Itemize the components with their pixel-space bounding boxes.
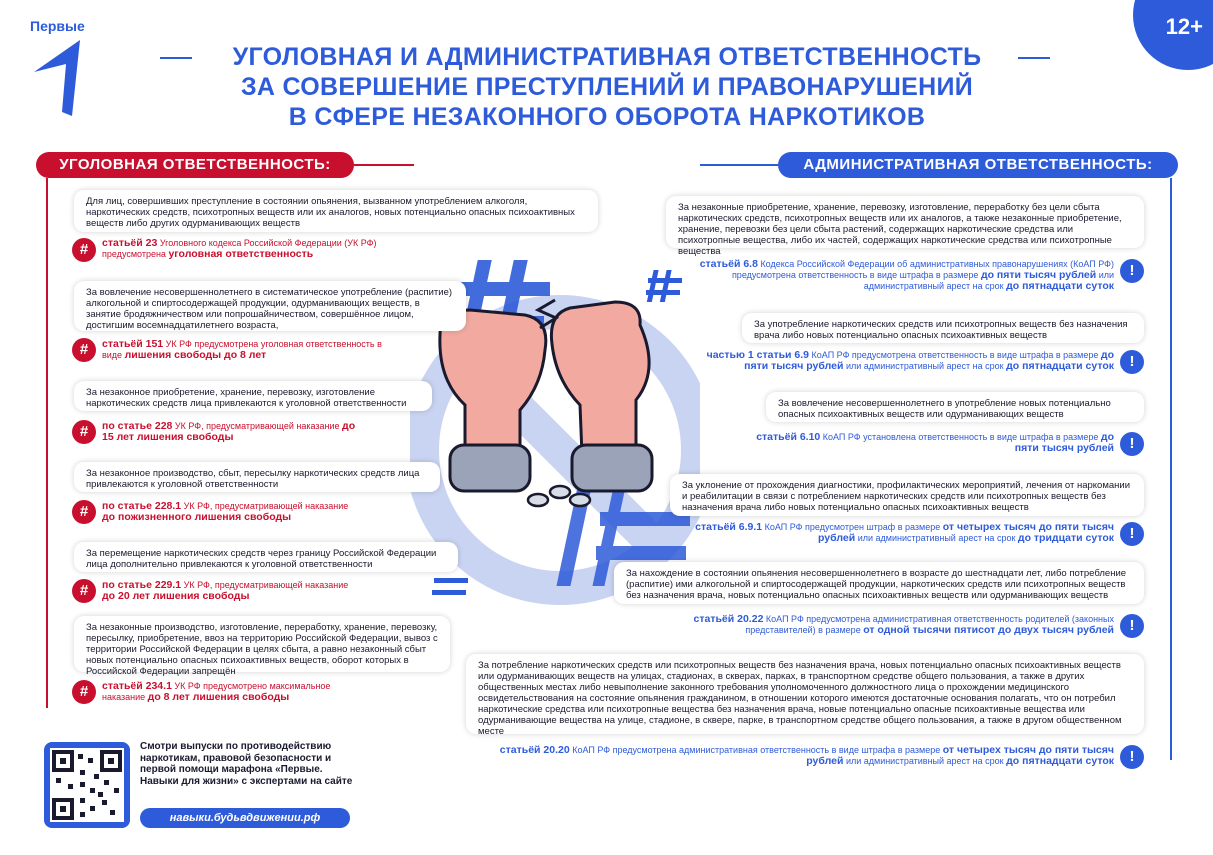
brand-logo-icon xyxy=(32,38,82,118)
promo-text: Смотри выпуски по противодействию наркотикам, правовой безопасности и первой помощи марафона «Первые. Навыки для жизни» с экспертами на сайте xyxy=(140,741,353,787)
admin-badge-1: ! xyxy=(1120,259,1144,283)
criminal-note-5 xyxy=(102,580,362,602)
admin-section-header: АДМИНИСТРАТИВНАЯ ОТВЕТСТВЕННОСТЬ: xyxy=(778,152,1178,178)
criminal-card-5: За перемещение наркотических средств через границу Российской Федерации лица дополнительно привлекаются к уголовной ответственности xyxy=(74,542,458,572)
criminal-section-header: УГОЛОВНАЯ ОТВЕТСТВЕННОСТЬ: xyxy=(36,152,354,178)
admin-badge-2: ! xyxy=(1120,350,1144,374)
criminal-card-2: За вовлечение несовершеннолетнего в систематическое употребление (распитие) алкогольной и спиртосодержащей продукции, одурманивающих веществ, в занятие бродяжничеством или попрошайничеством, совершённое лицом, достигшим восемнадцатилетнего возраста, xyxy=(74,281,466,331)
criminal-note-3 xyxy=(102,421,362,443)
criminal-note-4-article: по статье 228.1 xyxy=(102,500,182,512)
criminal-badge-1: # xyxy=(72,238,96,262)
criminal-note-1-article: статьёй 23 xyxy=(102,237,158,249)
criminal-note-1-text: Уголовного кодекса Российской Федерации (УК РФ) предусмотрена xyxy=(102,238,377,259)
criminal-note-5-penalty: до 20 лет лишения свободы xyxy=(102,590,250,602)
criminal-note-2-text: УК РФ предусмотрена уголовная ответственность в виде xyxy=(102,339,382,360)
hashtag-small-icon xyxy=(646,270,682,302)
criminal-badge-6: # xyxy=(72,680,96,704)
admin-badge-3: ! xyxy=(1120,432,1144,456)
admin-note-4-text: КоАП РФ предусмотрен штраф в размере xyxy=(764,522,941,532)
criminal-badge-3: # xyxy=(72,420,96,444)
admin-note-4-arrest: до тридцати суток xyxy=(1017,532,1114,544)
title-line-2: ЗА СОВЕРШЕНИЕ ПРЕСТУПЛЕНИЙ И ПРАВОНАРУШЕНИЙ xyxy=(240,73,974,101)
criminal-card-6: За незаконные производство, изготовление, переработку, хранение, перевозку, пересылку, приобретение, ввоз на территорию Российской Федерации, вывоз с территории Российской Федерации в целях сбыта, а равно незаконный сбыт новых потенциально опасных психоактивных веществ, оборот которых в Российской Федерации запрещён xyxy=(74,616,450,672)
admin-note-6-text: КоАП РФ предусмотрена административная ответственность в виде штрафа в размере xyxy=(572,745,941,755)
admin-note-1 xyxy=(690,259,1114,292)
admin-note-5-article: статьёй 20.22 xyxy=(693,613,764,625)
admin-note-6-arrest: до пятнадцати суток xyxy=(1006,755,1114,767)
admin-badge-6: ! xyxy=(1120,745,1144,769)
criminal-card-3: За незаконное приобретение, хранение, перевозку, изготовление наркотических средств лица привлекаются к уголовной ответственности xyxy=(74,381,432,411)
criminal-badge-5: # xyxy=(72,579,96,603)
admin-note-2 xyxy=(690,350,1114,372)
criminal-note-3-article: по статье 228 xyxy=(102,420,173,432)
criminal-timeline xyxy=(46,178,48,708)
admin-note-6-article: статьёй 20.20 xyxy=(499,744,570,756)
admin-card-5: За нахождение в состоянии опьянения несовершеннолетнего в возрасте до шестнадцати лет, либо потребление (распитие) ими алкогольной и спиртосодержащей продукции, наркотических средств или психотропных веществ без назначения врача, новых потенциально опасных психоактивных веществ или одурманивающих веществ xyxy=(614,562,1144,604)
admin-note-3-fine: до пяти тысяч рублей xyxy=(1014,431,1114,454)
criminal-note-5-article: по статье 229.1 xyxy=(102,579,182,591)
admin-card-4: За уклонение от прохождения диагностики, профилактических мероприятий, лечения от наркомании и реабилитации в связи с потреблением наркотических средств или психотропных веществ без назначения врача либо новых потенциально опасных психоактивных веществ xyxy=(670,474,1144,516)
admin-note-1-arrest: до пятнадцати суток xyxy=(1006,280,1114,292)
admin-timeline xyxy=(1170,178,1172,760)
admin-note-4-fine: от четырех тысяч до пяти тысяч рублей xyxy=(818,521,1114,544)
criminal-note-4-penalty: до пожизненного лишения свободы xyxy=(102,511,292,523)
criminal-note-1 xyxy=(102,238,392,260)
admin-note-1-fine: до пяти тысяч рублей xyxy=(980,269,1097,281)
admin-card-1: За незаконные приобретение, хранение, перевозку, изготовление, переработку без цели сбыта наркотических средств, психотропных веществ или их аналогов, а также незаконные приобретение, хранение, перевозки без цели сбыта растений, содержащих наркотические средства или психотропные вещества, либо их частей, содержащих наркотические средства или психотропные вещества xyxy=(666,196,1144,248)
admin-badge-5: ! xyxy=(1120,614,1144,638)
admin-note-4-article: статьёй 6.9.1 xyxy=(695,521,763,533)
criminal-note-4-text: УК РФ, предусматривающей наказание xyxy=(183,501,349,511)
admin-note-5-text: КоАП РФ предусмотрена административная ответственность родителей (законных представителей) в размере xyxy=(745,614,1114,635)
admin-note-6 xyxy=(460,745,1114,767)
title-line-3: В СФЕРЕ НЕЗАКОННОГО ОБОРОТА НАРКОТИКОВ xyxy=(288,103,926,131)
criminal-note-6 xyxy=(102,681,342,703)
criminal-note-3-penalty: до 15 лет лишения свободы xyxy=(102,420,356,443)
criminal-note-1-penalty: уголовная ответственность xyxy=(168,248,314,260)
admin-note-1-text: Кодекса Российской Федерации об административных правонарушениях (КоАП РФ) предусмотрена ответственность в виде штрафа в размере xyxy=(731,259,1114,280)
admin-header-line xyxy=(700,164,778,166)
qr-code-icon[interactable] xyxy=(50,748,124,822)
admin-note-3 xyxy=(740,432,1114,454)
admin-card-3: За вовлечение несовершеннолетнего в употребление новых потенциально опасных психоактивных веществ или одурманивающих веществ xyxy=(766,392,1144,422)
age-rating: 12+ xyxy=(1165,14,1203,39)
criminal-badge-4: # xyxy=(72,500,96,524)
criminal-note-6-text: УК РФ предусмотрено максимальное наказание xyxy=(102,681,331,702)
admin-note-1-article: статьёй 6.8 xyxy=(699,258,758,270)
brand-logo-text: Первые xyxy=(30,18,85,34)
admin-note-3-article: статьёй 6.10 xyxy=(756,431,821,443)
admin-note-3-text: КоАП РФ установлена ответственность в виде штрафа в размере xyxy=(822,432,1099,442)
left-cuff xyxy=(450,445,530,491)
title-line-1: УГОЛОВНАЯ И АДМИНИСТРАТИВНАЯ ОТВЕТСТВЕННОСТЬ xyxy=(232,43,982,71)
admin-note-2-arrest: до пятнадцати суток xyxy=(1006,360,1114,372)
page-title xyxy=(150,42,1064,132)
admin-note-2-article: частью 1 статьи 6.9 xyxy=(706,349,810,361)
admin-note-2-text: КоАП РФ предусмотрена ответственность в виде штрафа в размере xyxy=(811,350,1099,360)
admin-note-1-text-2: или административный арест на срок xyxy=(863,270,1114,291)
admin-card-2: За употребление наркотических средств или психотропных веществ без назначения врача либо новых потенциально опасных психоактивных веществ xyxy=(742,313,1144,343)
criminal-badge-2: # xyxy=(72,338,96,362)
criminal-note-2-article: статьёй 151 xyxy=(102,338,164,350)
criminal-card-4: За незаконное производство, сбыт, пересылку наркотических средств лица привлекаются к уголовной ответственности xyxy=(74,462,440,492)
right-cuff xyxy=(572,445,652,491)
criminal-note-6-article: статьёй 234.1 xyxy=(102,680,172,692)
criminal-note-2-penalty: лишения свободы до 8 лет xyxy=(124,349,267,361)
admin-note-5-fine: от одной тысячи пятисот до двух тысяч рублей xyxy=(863,624,1114,636)
admin-note-5 xyxy=(690,614,1114,636)
criminal-note-3-text: УК РФ, предусматривающей наказание xyxy=(174,421,340,431)
criminal-note-5-text: УК РФ, предусматривающей наказание xyxy=(183,580,349,590)
admin-note-6-text-2: или административный арест на срок xyxy=(845,756,1004,766)
criminal-header-line xyxy=(354,164,414,166)
criminal-card-1: Для лиц, совершивших преступление в состоянии опьянения, вызванном употреблением алкоголя, наркотических средств, психотропных веществ или их аналогов, новых потенциально опасных психоактивных веществ либо других одурманивающих веществ xyxy=(74,190,598,232)
criminal-note-2 xyxy=(102,339,392,361)
admin-note-2-text-2: или административный арест на срок xyxy=(845,361,1004,371)
criminal-note-4 xyxy=(102,501,362,523)
admin-note-4-text-2: или административный арест на срок xyxy=(857,533,1016,543)
admin-note-6-fine: от четырех тысяч до пяти тысяч рублей xyxy=(806,744,1114,767)
hashtag-small-icon-2 xyxy=(410,570,468,602)
admin-card-6: За потребление наркотических средств или психотропных веществ без назначения врача, новых потенциально опасных психоактивных веществ или одурманивающих веществ на улицах, стадионах, в скверах, парках, в транспортном средстве общего пользования, а также в других общественных местах либо невыполнение законного требования уполномоченного должностного лица о прохождении медицинского освидетельствования на состояние опьянения гражданином, в отношении которого имеются достаточные основания полагать, что он потребил наркотические средства или психотропные вещества без назначения врача, новые потенциально опасные психоактивные вещества или одурманивающие вещества на улице, стадионе, в сквере, парке, в транспортном средстве общего пользования, а также в другом общественном месте xyxy=(466,654,1144,734)
admin-note-4 xyxy=(690,522,1114,544)
admin-badge-4: ! xyxy=(1120,522,1144,546)
site-link[interactable]: навыки.будьвдвижении.рф xyxy=(140,808,350,828)
criminal-note-6-penalty: до 8 лет лишения свободы xyxy=(147,691,290,703)
admin-note-2-fine: до пяти тысяч рублей xyxy=(744,349,1114,372)
